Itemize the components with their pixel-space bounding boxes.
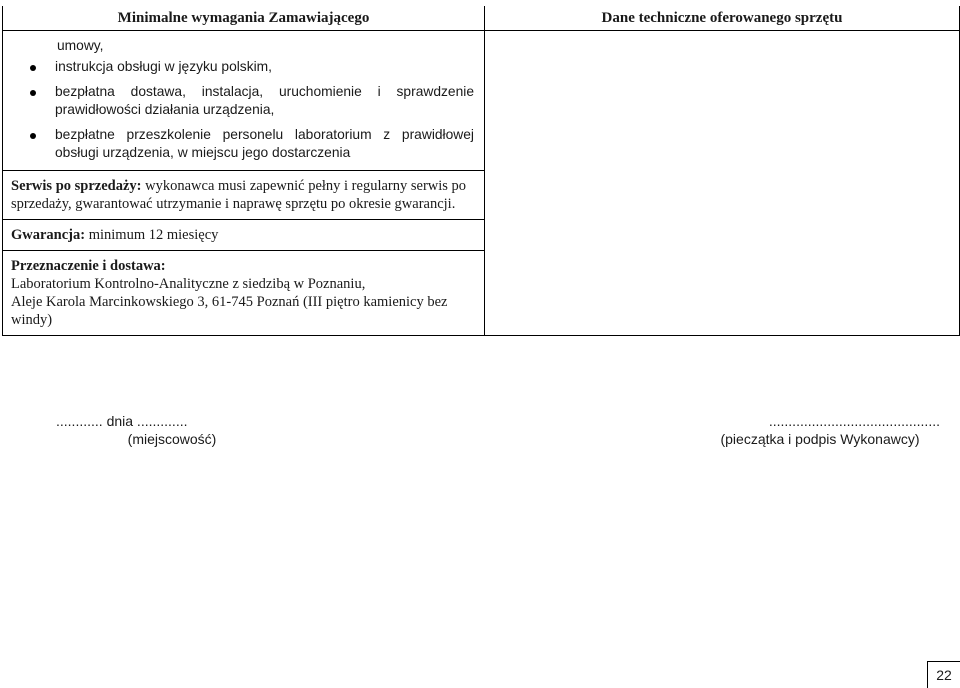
requirements-cell-delivery — [3, 31, 485, 171]
gwarancja-text: minimum 12 miesięcy — [85, 227, 219, 243]
contractor-dots: ............................................ — [768, 413, 940, 429]
bullet-icon — [30, 90, 36, 96]
header-requirements: Minimalne wymagania Zamawiającego — [3, 6, 485, 31]
table-row — [3, 31, 960, 171]
przeznaczenie-line1: Laboratorium Kontrolno-Analityczne z siedzibą w Poznaniu, — [11, 276, 366, 292]
offered-specs-cell[interactable] — [485, 31, 960, 336]
list-item: bezpłatne przeszkolenie personelu laboratorium z prawidłowej obsługi urządzenia, w miejscu jego dostarczenia — [3, 126, 474, 162]
przeznaczenie-cell — [3, 251, 485, 336]
signature-contractor — [700, 412, 940, 448]
place-caption: (miejscowość) — [127, 431, 217, 447]
bullet-icon — [30, 133, 36, 139]
gwarancja-label: Gwarancja: — [11, 227, 86, 243]
list-item: bezpłatna dostawa, instalacja, uruchomienie i sprawdzenie prawidłowości działania urządzenia, — [3, 83, 474, 119]
bullet-icon — [30, 65, 36, 71]
lead-text: umowy, — [57, 38, 104, 53]
contractor-caption: (pieczątka i podpis Wykonawcy) — [720, 431, 920, 447]
place-date-dots: ............ dnia ............. — [56, 413, 188, 429]
signature-place-date — [56, 412, 288, 448]
przeznaczenie-line2: Aleje Karola Marcinkowskiego 3, 61-745 Poznań (III piętro kamienicy bez windy) — [11, 294, 448, 328]
serwis-cell — [3, 171, 485, 220]
requirements-table — [2, 6, 960, 336]
bullet-list — [3, 58, 484, 170]
list-item: instrukcja obsługi w języku polskim, — [3, 58, 474, 76]
header-offered-specs: Dane techniczne oferowanego sprzętu — [485, 6, 960, 31]
serwis-label: Serwis po sprzedaży: — [11, 178, 142, 194]
gwarancja-cell — [3, 220, 485, 251]
serwis-text: wykonawca musi zapewnić pełny i regularny serwis po sprzedaży, gwarantować utrzymanie i naprawę sprzętu po okresie gwarancji. — [11, 178, 467, 212]
table-header-row — [3, 6, 960, 31]
przeznaczenie-label: Przeznaczenie i dostawa: — [11, 258, 166, 274]
page-number: 22 — [927, 661, 960, 688]
